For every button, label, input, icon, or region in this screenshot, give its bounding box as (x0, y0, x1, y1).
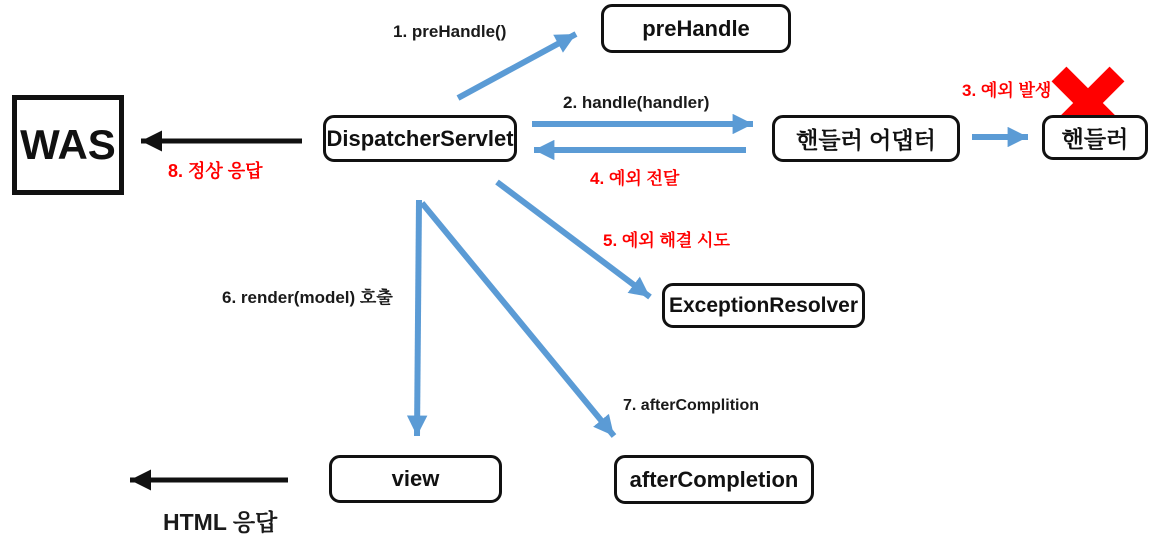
node-handler-adapter-label: 핸들러 어댑터 (796, 127, 936, 153)
node-exception-resolver-label: ExceptionResolver (668, 293, 859, 317)
node-was-label: WAS (20, 121, 116, 168)
node-view (329, 455, 502, 503)
node-view-label: view (391, 466, 440, 491)
label-html-response: HTML 응답 (163, 509, 278, 535)
node-was (12, 95, 124, 195)
arrow-after-completion-call (422, 203, 614, 436)
node-exception-resolver (662, 283, 865, 328)
node-handler-label: 핸들러 (1061, 126, 1129, 152)
label-step4: 4. 예외 전달 (590, 169, 680, 188)
node-dispatcher-servlet (323, 115, 517, 162)
node-handler-adapter (772, 115, 960, 162)
node-after-completion (614, 455, 814, 504)
arrow-prehandle-call (458, 34, 576, 98)
label-step7: 7. afterComplition (623, 397, 760, 414)
node-handler (1042, 115, 1148, 160)
node-dispatcher-servlet-label: DispatcherServlet (326, 125, 514, 151)
label-step6: 6. render(model) 호출 (222, 288, 393, 307)
label-step1: 1. preHandle() (393, 22, 507, 41)
label-step8: 8. 정상 응답 (168, 161, 263, 181)
label-step3: 3. 예외 발생 (962, 81, 1052, 100)
node-pre-handle-label: preHandle (642, 15, 750, 41)
arrow-render-view (417, 200, 419, 436)
node-pre-handle (601, 4, 791, 53)
label-step5: 5. 예외 해결 시도 (603, 231, 730, 250)
label-step2: 2. handle(handler) (563, 93, 710, 112)
node-after-completion-label: afterCompletion (629, 466, 799, 492)
